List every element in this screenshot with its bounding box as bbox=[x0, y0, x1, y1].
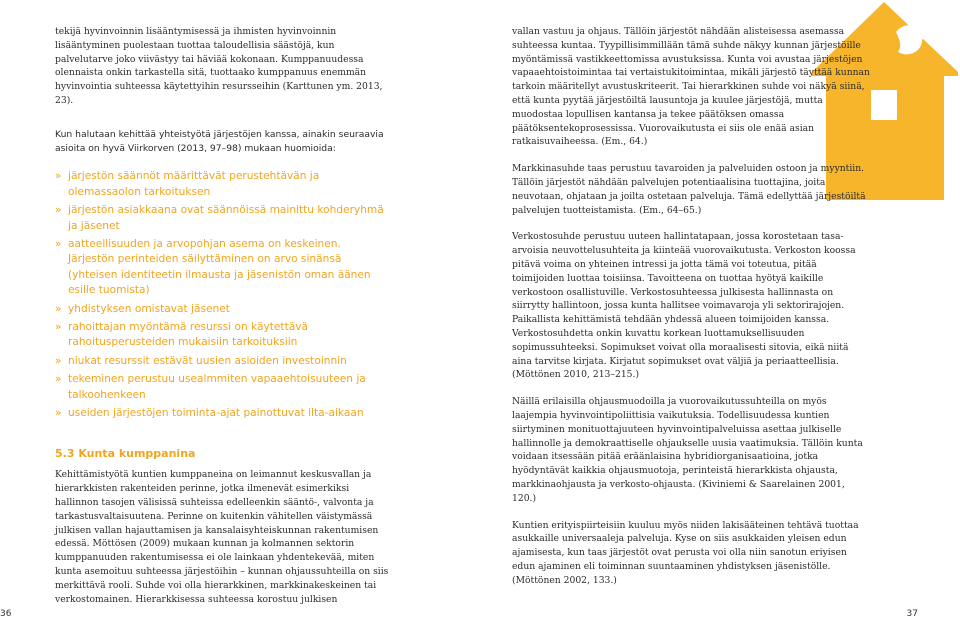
paragraph: Kuntien erityispiirteisiin kuuluu myös niiden lakisääteinen tehtävä tuottaa asukkaille universaaleja palveluja. Kyse on siis asukkaiden yleisen edun ajamisesta, kun taas järjestöt ovat perusta voi olla niin sanotun eriyisen edun ajaminen eli toiminnan suuntaaminen yhdistyksen jäsenistölle. (Möttönen 2002, 133.) bbox=[512, 519, 859, 586]
section-heading: 5.3 Kunta kumppanina bbox=[55, 447, 196, 461]
bullet-marker: » bbox=[55, 321, 62, 334]
list-item-continuation: Järjestön perinteiden säilyttäminen on arvo sinänsä (yhteisen identiteetin ilmausta ja jäsenistön oman äänen esille tuomista) bbox=[68, 253, 371, 297]
lead-paragraph: Kun halutaan kehittää yhteistyötä järjestöjen kanssa, ainakin seuraavia asioita on hyvä Viirkorven (2013, 97–98) mukaan huomioida: bbox=[55, 128, 384, 154]
bullet-marker: » bbox=[55, 302, 62, 315]
bullet-marker: » bbox=[55, 354, 62, 367]
list-item: » useiden järjestöjen toiminta-ajat painottuvat ilta-aikaan bbox=[55, 406, 390, 421]
list-item: » tekeminen perustuu usealmmiten vapaaehtoisuuteen ja talkoohenkeen bbox=[55, 373, 366, 401]
body-paragraph: Kehittämistyötä kuntien kumppaneina on leimannut keskusvallan ja hierarkkisten rakenteiden perinne, jotka ilmenevät esimerkiksi hallinnon tasojen välisissä suhteissa edelleenkin sääntö-, valvonta ja tarkastusvaltaisuutena. Perinne on kuitenkin vähitellen väistymässä julkisen vallan hajauttamisen ja kansalaisyhteiskunnan rakentumisen edessä. Möttösen (2009) mukaan kunnan ja kolmannen sektorin kumppanuuden rakentumisessa ei ole lainkaan yhdentekevää, miten kunta asemoituu suhteessa järjestöihin – kunnan ohjaussuhteilla on siis merkittävä rooli. Suhde voi olla hierarkkinen, markkinakeskeinen tai verkostomainen. Hierarkkisessa suhteessa korostuu julkisen bbox=[55, 469, 389, 605]
bullet-marker: » bbox=[55, 373, 62, 386]
paragraph: Markkinasuhde taas perustuu tavaroiden ja palveluiden ostoon ja myyntiin. Tällöin järjestöt nähdään palvelujen potentiaalisina tuottajina, joita neuvotaan, ohjataan ja joilta ostetaan palveluja. Tämä edellyttää järjestöiltä palvelujen tuotteistamista. (Em., 64–65.) bbox=[512, 163, 866, 216]
bullet-marker: » bbox=[55, 407, 62, 420]
bullet-marker: » bbox=[55, 204, 62, 217]
intro-paragraph: tekijä hyvinvoinnin lisääntymisessä ja ihmisten hyvinvoinnin lisääntyminen puolestaan tuottaa taloudellisia säästöjä, kun palvelutarve joko viivästyy tai häviää kokonaan. Kumppanuudessa olennaista onkin tarkastella sitä, tuottaako kumppanuus enemmän hyvinvointia suhteessa käytettyihin resursseihin (Karttunen ym. 2013, 23). bbox=[55, 26, 383, 106]
paragraph: Verkostosuhde perustuu uuteen hallintatapaan, jossa korostetaan tasa-arvoisia neuvottelusuhteita ja kiinteää vuorovaikutusta. Verkoston koossa pitävä voima on yhteinen intressi ja jotta tämä voi toteutua, pitää toimijoiden luottaa toisiinsa. Tavoitteena on tuottaa hyötyä kaikille verkostoon osallistuville. Verkostosuhteessa julkisesta hallinnasta on siirrytty hallintoon, jossa kunta hallitsee voimavaroja yli sektorirajojen. Paikallista kehittämistä tehdään yhdessä alueen toimijoiden kanssa. Verkostosuhdetta onkin kuvattu korkean luottamuksellisuuden sopimussuhteeksi. Sopimukset voivat olla moraalisesti sitovia, eikä niitä aina tarvitse kirjata. Kirjatut sopimukset ovat väljiä ja periaatteellisia. (Möttönen 2010, 213–215.) bbox=[512, 231, 856, 381]
list-item: » järjestön säännöt määrittävät perustehtävän ja olemassaolon tarkoituksen bbox=[55, 170, 320, 198]
list-item: » yhdistyksen omistavat jäsenet bbox=[55, 302, 390, 317]
bullet-marker: » bbox=[55, 238, 62, 250]
bullet-marker: » bbox=[55, 170, 62, 183]
paragraph: Näillä erilaisilla ohjausmuodoilla ja vuorovaikutussuhteilla on myös laajempia hyvinvointipoliittisia vaikutuksia. Todellisuudessa kuntien siirtyminen monituottajuuteen hyvinvointipalveluissa asettaa julkiselle hallinnolle ja demokraattiselle ohjaukselle uusia vaatimuksia. Tällöin kunta voidaan itsessään pitää eräänlaisina hybridiorganisaatioina, jotka hyödyntävät kaikkia ohjausmuotoja, perinteistä hierarkkista ohjausta, markkinaohjausta ja verkosto-ohjausta. (Kiviniemi & Saarelainen 2001, 120.) bbox=[512, 396, 863, 504]
left-column bbox=[55, 25, 390, 606]
page-number-right: 37 bbox=[906, 609, 918, 619]
right-column bbox=[512, 25, 870, 600]
list-item: » järjestön asiakkaana ovat säännöissä mainittu kohderyhmä ja jäsenet bbox=[55, 204, 384, 232]
list-item: » aatteellisuuden ja arvopohjan asema on keskeinen. bbox=[55, 237, 390, 252]
page-number-left: 36 bbox=[0, 609, 12, 619]
list-item: » niukat resurssit estävät uusien asioiden investoinnin bbox=[55, 354, 390, 369]
paragraph: vallan vastuu ja ohjaus. Tällöin järjestöt nähdään alisteisessa asemassa suhteessa kuntaa. Tyypillisimmillään tämä suhde näkyy kunnan järjestöille myöntämissä vastikkeettomissa avustuksissa. Kunta voi avustaa järjestöjen vapaaehtoistoimintaa tai vertaistukitoimintaa, mikäli järjestö täyttää kunnan tarkoin määritellyt avustuskriteerit. Tai hierarkkinen suhde voi näkyä siinä, että kunta pyytää järjestöiltä lausuntoja ja kuulee järjestöjä, mutta muodostaa lopullisen kantansa ja tekee päätöksen omassa päätöksentekoprosessissa. Vuorovaikutusta ei siis ole enää asian ratkaisuvaiheessa. (Em., 64.) bbox=[512, 26, 870, 148]
list-item: » rahoittajan myöntämä resurssi on käytettävä rahoitusperusteiden mukaisiin tarkoituksiin bbox=[55, 321, 308, 349]
bullet-list bbox=[55, 169, 390, 421]
